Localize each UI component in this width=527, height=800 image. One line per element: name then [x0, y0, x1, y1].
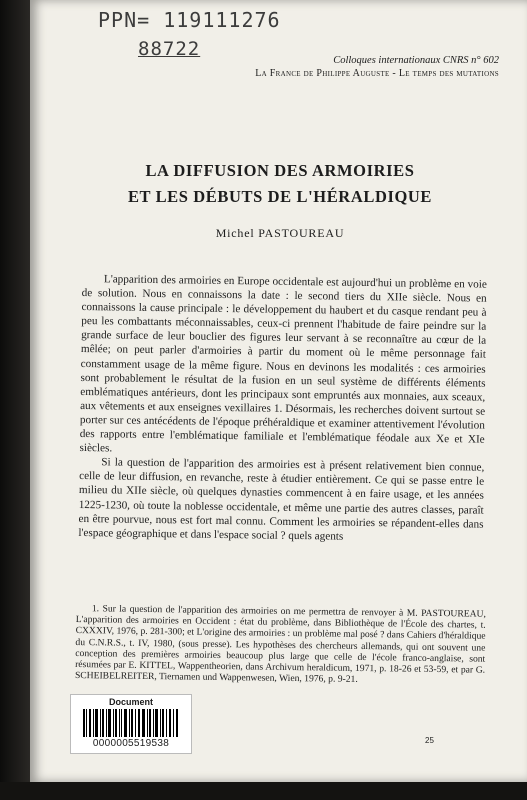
document-page [30, 0, 527, 782]
author-name: Michel PASTOUREAU [215, 226, 345, 240]
paragraph: L'apparition des armoiries en Europe occidentale est aujourd'hui un problème en voie de solution. Nous en connaissons la date : le second tiers du XIIe siècle. Nous en connaissons la cause principale : le développement du haubert et du casque rendant peu à peu les combattants méconnaissables, ceux-ci prennent l'habitude de faire peindre sur la grande surface de leur bouclier des figures leur servant à se reconnaître au cœur de la mêlée; on peut parler d'armoiries à partir du moment où le même personnage fait constamment usage de la même figure. Nous en devinons les modalités : ces armoiries sont probablement le résultat de la fusion en un seul système de différents éléments emblématiques antérieurs, dont les principaux sont empruntés aux monnaies, aux sceaux, aux vêtements et aux enseignes vexillaires 1. Désormais, les recherches doivent surtout se porter sur ces antécédents de l'époque préhéraldique et examiner attentivement l'évolution des rapports entre l'emblématique familiale et l'emblématique féodale aux Xe et XIe siècles. [79, 273, 487, 455]
series-line-1: Colloques internationaux CNRS n° 602 [333, 55, 499, 66]
title-line-2: ET LES DÉBUTS DE L'HÉRALDIQUE [127, 187, 433, 206]
article-title [70, 158, 490, 210]
series-header [255, 54, 499, 80]
body-text [78, 272, 487, 545]
barcode-icon [83, 709, 179, 737]
handwritten-number: 88722 [138, 38, 201, 60]
barcode-title: Document [108, 697, 153, 707]
barcode-number: 0000005519538 [92, 738, 170, 749]
page-number: 25 [425, 736, 434, 745]
footnote: 1. Sur la question de l'apparition des armoiries on me permettra de renvoyer à M. PASTOUREAU, L'apparition des armoiries en Occident : état du problème, dans Bibliothèque de l'École des chartes, t. CXXXIV, 1976, p. 281-300; et L'origine des armoiries : un problème mal posé ? dans Cahiers d'héraldique du C.N.R.S., t. IV, 1980, (sous presse). Les hypothèses des chercheurs allemands, qui ont souvent une conception des premières armoiries beaucoup plus large que celle de l'école franco-anglaise, sont résumées par E. KITTEL, Wappentheorien, dans Archivum heraldicum, 1971, p. 18-26 et 53-59, et par G. SCHEIBELREITER, Tiernamen und Wappenwesen, Wien, 1976, p. 9-21. [74, 603, 486, 686]
scan-edge [0, 782, 527, 800]
barcode-label [70, 694, 192, 754]
scan-shadow [0, 0, 30, 800]
handwritten-ppn: PPN= 119111276 [98, 8, 281, 32]
paragraph: Si la question de l'apparition des armoiries est à présent relativement bien connue, celle de leur diffusion, en revanche, reste à étudier entièrement. Ce qui se passe entre le milieu du XIIe siècle, où quelques dynasties commencent à en faire usage, et les années 1225-1230, où toute la noblesse occidentale, et même une partie des autres classes, paraît en être pourvue, nous est fort mal connu. Comment les armoiries se répandent-elles dans l'espace géographique et dans l'espace social ? quels agents [78, 456, 485, 543]
title-line-1: LA DIFFUSION DES ARMOIRIES [145, 161, 415, 180]
series-line-2: La France de Philippe Auguste - Le temps des mutations [255, 68, 499, 79]
footnotes [75, 603, 486, 687]
